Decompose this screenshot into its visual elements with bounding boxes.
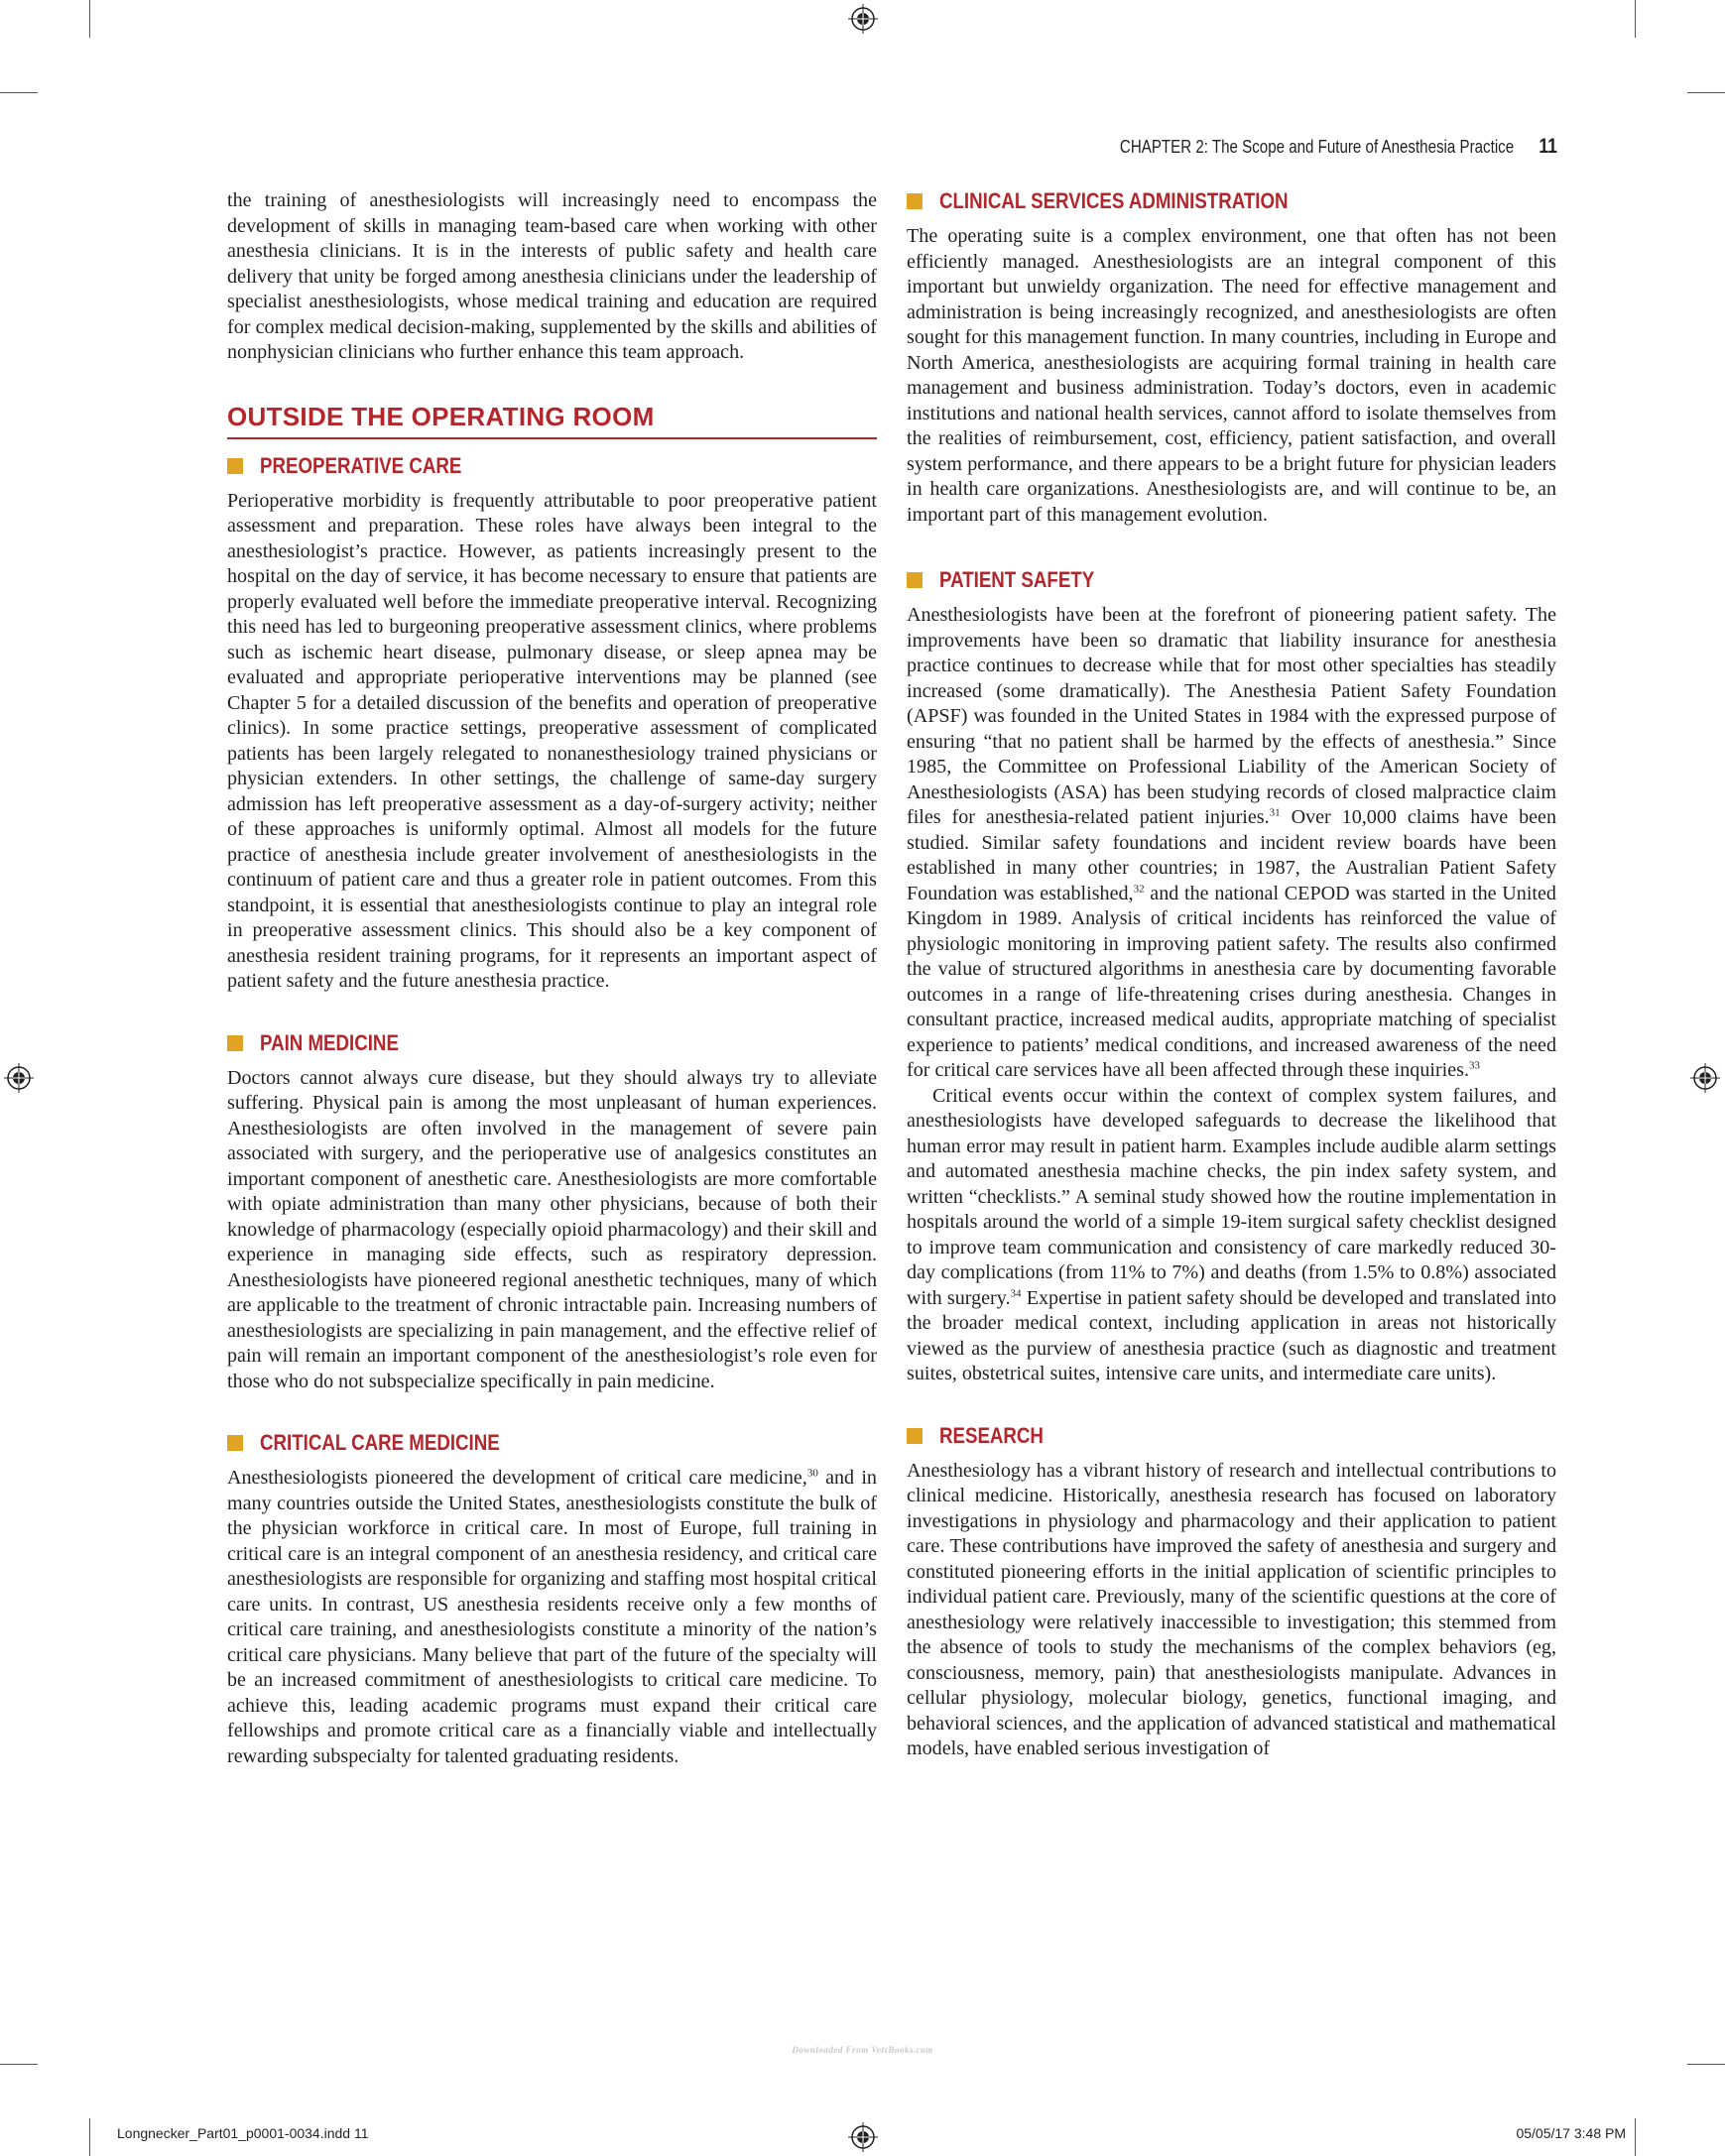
subsection-title: PATIENT SAFETY <box>939 567 1095 592</box>
registration-mark-icon <box>1690 1063 1720 1093</box>
intro-paragraph: the training of anesthesiologists will increasingly need to encompass the development of skills in managing team-based care when working with other anesthesia clinicians. It is in the interests of public safety and health care delivery that unity be forged among anesthesia clinicians under the leadership of specialist anesthesiologists, whose medical training and education are required for complex medical decision-making, supplemented by the skills and abilities of nonphysician clinicians who further enhance this team approach. <box>227 189 877 363</box>
text-run: Anesthesiologists pioneered the development of critical care medicine, <box>227 1467 807 1489</box>
text-run: and the national CEPOD was started in the United Kingdom in 1989. Analysis of critical incidents has reinforced the value of physiologic monitoring in improving patient safety. The results also confirmed the value of structured algorithms in anesthesia care by documenting favorable outcomes in a range of life-threatening crises during anesthesia. Changes in consultant practice, increased medical audits, appropriate matching of specialist experience to patients’ medical conditions, and increased awareness of the need for critical care services have all been affected through these inquiries. <box>907 882 1556 1081</box>
crop-mark <box>1635 2118 1636 2156</box>
patient-safety-paragraph-1 <box>907 603 1556 1084</box>
subsection-title: PAIN MEDICINE <box>260 1029 399 1055</box>
left-column <box>227 188 877 1769</box>
chapter-title: CHAPTER 2: The Scope and Future of Anesthesia Practice <box>1119 137 1515 157</box>
preoperative-paragraph: Perioperative morbidity is frequently attributable to poor preoperative patient assessment and preparation. These roles have always been integral to the anesthesiologist’s practice. However, as patients increasingly present to the hospital on the day of service, it has become necessary to ensure that patients are properly evaluated well before the immediate preoperative interval. Recognizing this need has led to burgeoning preoperative assessment clinics, where problems such as ischemic heart disease, pulmonary disease, or sleep apnea may be evaluated and appropriate perioperative interventions may be planned (see Chapter 5 for a detailed discussion of the benefits and operation of preoperative clinics). In some practice settings, preoperative assessment of complicated patients has been largely relegated to nonanesthesiology trained physicians or physician extenders. In other settings, the challenge of same-day surgery admission has left preoperative assessment as a day-of-surgery activity; neither of these approaches is uniformly optimal. Almost all models for the future practice of anesthesia include greater involvement of anesthesiologists in the continuum of patient care and thus a greater role in patient outcomes. From this standpoint, it is essential that anesthesiologists continue to play an integral role in preoperative assessment clinics. This should also be a key component of anesthesia resident training programs, for it represents an important aspect of patient safety and the future anesthesia practice. <box>227 489 877 992</box>
text-run: and in many countries outside the United States, anesthesiologists constitute the bulk of the physician workforce in critical care. In most of Europe, full training in critical care is an integral component of an anesthesia residency, and critical care anesthesiologists are responsible for organizing and staffing most hospital critical care units. In contrast, US anesthesia residents receive only a few months of critical care training, and anesthesiologists constitute a minority of the nation’s critical care physicians. Many believe that part of the future of the specialty will be an increased commitment of anesthesiologists to critical care medicine. To achieve this, leading academic programs must expand their critical care fellowships and promote critical care as a financially viable and intellectually rewarding subspecialty for talented graduating residents. <box>227 1467 877 1767</box>
crop-mark <box>0 92 38 93</box>
text-run: Over 10,000 claims have been studied. Similar safety foundations and incident review boards have been established in many other countries; in 1987, the Australian Patient Safety Foundation was established, <box>907 806 1557 904</box>
text-run: Anesthesiologists have been at the forefront of pioneering patient safety. The improvements have been so dramatic that liability insurance for anesthesia practice continues to decrease while that for most other specialties has steadily increased (some dramatically). The Anesthesia Patient Safety Foundation (APSF) was founded in the United States in 1984 with the expressed purpose of ensuring “that no patient shall be harmed by the effects of anesthesia.” Since 1985, the Committee on Professional Liability of the American Society of Anesthesiologists (ASA) has been studying records of closed malpractice claim files for anesthesia-related patient injuries. <box>907 604 1556 828</box>
registration-mark-icon <box>848 4 878 34</box>
download-watermark: Downloaded From VetsBooks.com <box>792 2045 933 2055</box>
patient-safety-paragraph-2 <box>907 1084 1556 1387</box>
text-run: Expertise in patient safety should be developed and translated into the broader medical context, including application in areas not historically viewed as the purview of anesthesia practice (such as diagnostic and treatment suites, obstetrical suites, intensive care units, and intermediate care units). <box>907 1286 1556 1384</box>
running-head <box>1082 135 1557 159</box>
registration-mark-icon <box>848 2122 878 2152</box>
reference-superscript: 32 <box>1133 882 1145 895</box>
registration-mark-icon <box>4 1063 34 1093</box>
subsection-heading-patient-safety <box>907 567 1556 593</box>
crop-mark <box>89 2118 90 2156</box>
section-heading: OUTSIDE THE OPERATING ROOM <box>227 402 877 439</box>
subsection-heading-administration <box>907 188 1556 214</box>
subsection-heading-research <box>907 1423 1556 1449</box>
crop-mark <box>1635 0 1636 38</box>
crop-mark <box>0 2064 38 2065</box>
right-column <box>907 188 1556 1762</box>
critical-care-paragraph <box>227 1466 877 1769</box>
subsection-title: PREOPERATIVE CARE <box>260 452 462 478</box>
text-run: Critical events occur within the context of complex system failures, and anesthesiologists have developed safeguards to decrease the likelihood that human error may result in patient harm. Examples include audible alarm settings and automated anesthesia machine checks, the pin index safety system, and written “checklists.” A seminal study showed how the routine implementation in hospitals around the world of a simple 19-item surgical safety checklist designed to improve team communication and consistency of care markedly reduced 30-day complications (from 11% to 7%) and deaths (from 1.5% to 0.8%) associated with surgery. <box>907 1084 1556 1309</box>
subsection-heading-critical-care <box>227 1430 877 1456</box>
square-bullet-icon <box>907 572 923 588</box>
subsection-title: CLINICAL SERVICES ADMINISTRATION <box>939 188 1289 213</box>
crop-mark <box>1687 2064 1725 2065</box>
administration-paragraph: The operating suite is a complex environment, one that often has not been efficiently managed. Anesthesiologists are an integral component of this important but unwieldy organization. The need for effective management and administration is being increasingly recognized, and anesthesiologists are often sought for this management function. In many countries, including in Europe and North America, anesthesiologists are acquiring formal training in health care management and business administration. Today’s doctors, even in academic institutions and national health services, cannot afford to isolate themselves from the realities of reimbursement, cost, efficiency, patient satisfaction, and overall system performance, and there appears to be a bright future for physician leaders in health care organizations. Anesthesiologists are, and will continue to be, an important part of this management evolution. <box>907 225 1556 526</box>
square-bullet-icon <box>227 1435 243 1451</box>
subsection-heading-pain <box>227 1030 877 1056</box>
date-slug: 05/05/17 3:48 PM <box>1516 2125 1626 2141</box>
crop-mark <box>1687 92 1725 93</box>
crop-mark <box>89 0 90 38</box>
square-bullet-icon <box>227 1035 243 1051</box>
file-slug: Longnecker_Part01_p0001-0034.indd 11 <box>117 2125 369 2141</box>
reference-superscript: 34 <box>1010 1286 1022 1299</box>
square-bullet-icon <box>227 458 243 474</box>
square-bullet-icon <box>907 193 923 209</box>
reference-superscript: 31 <box>1269 806 1281 819</box>
subsection-title: RESEARCH <box>939 1422 1044 1448</box>
subsection-title: CRITICAL CARE MEDICINE <box>260 1430 500 1455</box>
subsection-heading-preoperative <box>227 453 877 479</box>
pain-paragraph: Doctors cannot always cure disease, but they should always try to alleviate suffering. Physical pain is among the most unpleasant of human experiences. Anesthesiologists are often involved in the management of severe pain associated with surgery, and the perioperative use of analgesics constitutes an important component of anesthetic care. Anesthesiologists are more comfortable with opiate administration than many other physicians, because of both their knowledge of pharmacology (especially opioid pharmacology) and their skill and experience in managing side effects, such as respiratory depression. Anesthesiologists have pioneered regional anesthetic techniques, many of which are applicable to the treatment of chronic intractable pain. Increasing numbers of anesthesiologists are specializing in pain management, and the effective relief of pain will remain an important component of the anesthesiologist’s role even for those who do not subspecialize specifically in pain medicine. <box>227 1066 877 1392</box>
square-bullet-icon <box>907 1428 923 1444</box>
reference-superscript: 33 <box>1469 1059 1481 1072</box>
page-number: 11 <box>1539 135 1557 158</box>
research-paragraph: Anesthesiology has a vibrant history of research and intellectual contributions to clinical medicine. Historically, anesthesia research has focused on laboratory investigations in physiology and pharmacology and their application to patient care. These contributions have improved the safety of anesthesia and surgery and constituted pioneering efforts in the initial application of scientific principles to individual patient care. Previously, many of the scientific questions at the core of anesthesiology were relatively inaccessible to investigation; this stemmed from the absence of tools to study the mechanisms of the complex behaviors (eg, consciousness, memory, pain) that anesthesiologists manipulate. Advances in cellular physiology, molecular biology, genetics, functional imaging, and behavioral sciences, and the application of advanced statistical and mathematical models, have enabled serious investigation of <box>907 1459 1556 1759</box>
reference-superscript: 30 <box>806 1467 818 1480</box>
